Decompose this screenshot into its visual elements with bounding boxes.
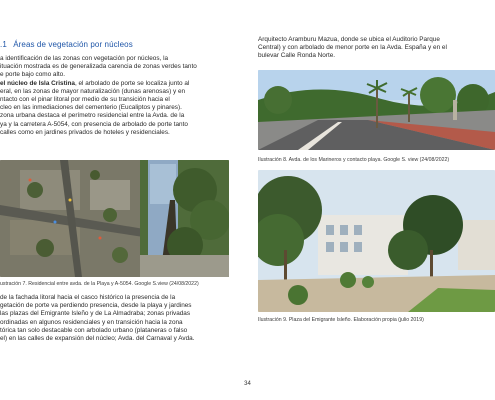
intro-paragraph: a identificación de las zonas con vegetación por núcleos, la ituación mostrada es de generalizada carencia de zonas verdes tanto e porte bajo como alto. el núcleo de Isla Cristina, el arbolado de porte se localiza junto al eral, en las zonas de mayor naturalización (dunas arenosas) y en ntacto con el pinar litoral por medio de su transición hacia el cleo en las inmediaciones del cementerio (Eucaliptos y pinares). zona urbana destaca el perímetro residencial entre la Avda. de la ya y la carretera A-5054, con presencia de arbolado de porte tanto calles como en jardines privados de hoteles y residenciales. [0, 55, 197, 136]
right-column [258, 36, 495, 61]
caption-illustration-8: Ilustración 8. Avda. de los Marineros y contacto playa. Google S. view (24/08/2022) [258, 157, 450, 163]
page-number: 34 [244, 381, 251, 387]
caption-illustration-7: ustración 7. Residencial entre avda. de la Playa y A-5054. Google S.view (24/08/2022) [0, 281, 199, 287]
section-number: .1 [0, 40, 7, 49]
isla-cristina-bold: el núcleo de Isla Cristina [0, 79, 75, 87]
illustration-9-plaza-photo [258, 170, 495, 312]
left-column [0, 40, 240, 137]
section-heading [0, 40, 240, 49]
illustration-7-aerial-photo [0, 160, 229, 277]
illustration-8-avenue-photo [258, 70, 495, 150]
section-title: Áreas de vegetación por núcleos [13, 40, 133, 49]
right-top-paragraph: Arquitecto Aramburu Mazua, donde se ubica el Auditorio Parque Central) y con arbolado de menor porte en la Avda. España y en el bulevar Calle Ronda Norte. [258, 36, 447, 60]
facade-paragraph: de la fachada litoral hacia el casco histórico la presencia de la getación de porte va perdiendo presencia, desde la playa y jardines las plazas del Emigrante Isleño y de La Almadraba; zonas privadas ordinadas en algunos residenciales y en transición hacia la zona tórica tan solo destacable con arbolado urbano (plataneras o falso el) en las calles de expansión del núcleo; Avda. del Carnaval y Avda. [0, 294, 195, 343]
caption-illustration-9: Ilustración 9. Plaza del Emigrante Isleño. Elaboración propia (julio 2019) [258, 317, 424, 323]
left-bottom-text [0, 294, 240, 343]
